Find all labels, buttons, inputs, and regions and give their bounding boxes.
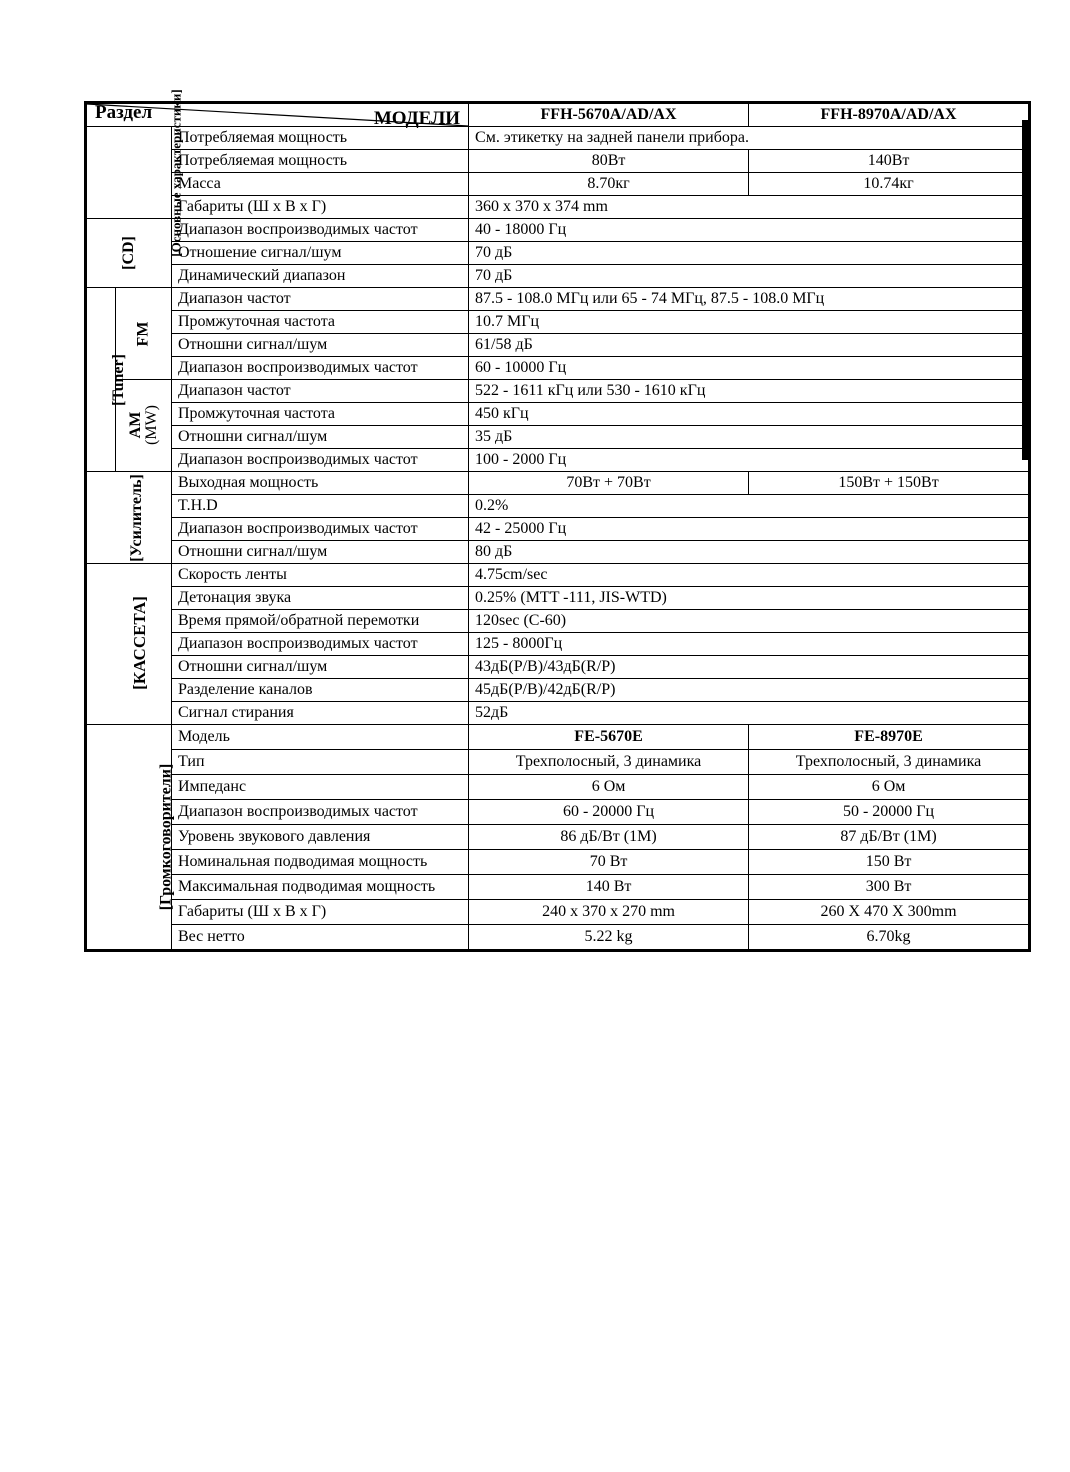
row-value: 60 - 10000 Гц bbox=[469, 357, 1030, 380]
section-tuner-label: [Tuner] bbox=[109, 353, 127, 406]
row-label: Время прямой/обратной перемотки bbox=[172, 610, 469, 633]
row-value: 40 - 18000 Гц bbox=[469, 219, 1030, 242]
row-value: 522 - 1611 кГц или 530 - 1610 кГц bbox=[469, 380, 1030, 403]
row-label: Потребляемая мощность bbox=[172, 127, 469, 150]
section-tuner bbox=[86, 288, 127, 472]
table-row bbox=[86, 564, 1030, 587]
row-value-model-b: 150Вт + 150Вт bbox=[749, 472, 1030, 495]
row-value-model-a: Трехполосный, 3 динамика bbox=[469, 750, 749, 775]
row-value-model-b: 140Вт bbox=[749, 150, 1030, 173]
table-row bbox=[86, 426, 1030, 449]
row-value: 70 дБ bbox=[469, 242, 1030, 265]
row-value-model-a: 60 - 20000 Гц bbox=[469, 800, 749, 825]
row-label: Сигнал стирания bbox=[172, 702, 469, 725]
table-row bbox=[86, 495, 1030, 518]
row-label: Диапазон воспроизводимых частот bbox=[172, 518, 469, 541]
row-value: 125 - 8000Гц bbox=[469, 633, 1030, 656]
mw-label: (MW) bbox=[142, 405, 160, 445]
row-label: Уровень звукового давления bbox=[172, 825, 469, 850]
row-label: Диапазон воспроизводимых частот bbox=[172, 633, 469, 656]
table-row bbox=[86, 702, 1030, 725]
row-label: Потребляемая мощность bbox=[172, 150, 469, 173]
section-label: Раздел bbox=[95, 102, 153, 123]
table-row bbox=[86, 127, 1030, 150]
row-value-model-a: 70Вт + 70Вт bbox=[469, 472, 749, 495]
table-row bbox=[86, 380, 1030, 403]
table-row bbox=[86, 825, 1030, 850]
row-value: 4.75cm/sec bbox=[469, 564, 1030, 587]
row-value: 35 дБ bbox=[469, 426, 1030, 449]
section-cd bbox=[86, 219, 172, 288]
table-row bbox=[86, 219, 1030, 242]
table-header-row bbox=[86, 103, 1030, 127]
table-row bbox=[86, 288, 1030, 311]
table-row bbox=[86, 750, 1030, 775]
table-row bbox=[86, 449, 1030, 472]
row-value-model-b: 150 Вт bbox=[749, 850, 1030, 875]
row-value: 45дБ(Р/В)/42дБ(R/P) bbox=[469, 679, 1030, 702]
row-value-model-b: 6.70kg bbox=[749, 925, 1030, 951]
row-value-model-b: 260 X 470 X 300mm bbox=[749, 900, 1030, 925]
table-row bbox=[86, 196, 1030, 219]
section-models-header-cell bbox=[86, 103, 469, 127]
row-value-model-a: 8.70кг bbox=[469, 173, 749, 196]
subsection-am-label bbox=[127, 405, 159, 445]
section-cassette-label: [КАССЕТА] bbox=[129, 596, 149, 690]
table-row bbox=[86, 800, 1030, 825]
row-value-model-b: 87 дБ/Вт (1М) bbox=[749, 825, 1030, 850]
table-row bbox=[86, 518, 1030, 541]
row-value: 52дБ bbox=[469, 702, 1030, 725]
section-cd-label: [CD] bbox=[119, 236, 137, 270]
row-label: Вес нетто bbox=[172, 925, 469, 951]
row-label: Отношни сигнал/шум bbox=[172, 541, 469, 564]
row-label: Динамический диапазон bbox=[172, 265, 469, 288]
section-amplifier-label: [Усилитель] bbox=[127, 473, 145, 562]
row-value-model-a: 5.22 kg bbox=[469, 925, 749, 951]
row-label: T.H.D bbox=[172, 495, 469, 518]
models-label: МОДЕЛИ bbox=[373, 108, 461, 129]
row-label: Диапазон воспроизводимых частот bbox=[172, 449, 469, 472]
row-label: Отношни сигнал/шум bbox=[172, 426, 469, 449]
row-value-model-a: 140 Вт bbox=[469, 875, 749, 900]
row-label: Габариты (Ш х В х Г) bbox=[172, 900, 469, 925]
row-value-model-a: 70 Вт bbox=[469, 850, 749, 875]
row-label: Тип bbox=[172, 750, 469, 775]
row-label: Отношни сигнал/шум bbox=[172, 334, 469, 357]
row-value: 87.5 - 108.0 МГц или 65 - 74 МГц, 87.5 - 108.0 МГц bbox=[469, 288, 1030, 311]
row-label: Детонация звука bbox=[172, 587, 469, 610]
row-label: Промжуточная частота bbox=[172, 403, 469, 426]
row-label: Диапазон частот bbox=[172, 288, 469, 311]
am-label: AM bbox=[126, 411, 144, 439]
row-label: Диапазон воспроизводимых частот bbox=[172, 800, 469, 825]
table-row bbox=[86, 679, 1030, 702]
row-value-model-b: Трехполосный, 3 динамика bbox=[749, 750, 1030, 775]
table-row bbox=[86, 334, 1030, 357]
row-value-model-b: FE-8970E bbox=[749, 725, 1030, 750]
section-speakers bbox=[86, 725, 175, 951]
table-row bbox=[86, 850, 1030, 875]
section-general-label: [Основные характеристики] bbox=[168, 88, 184, 257]
spec-sheet bbox=[84, 88, 1028, 952]
row-label: Выходная мощность bbox=[172, 472, 469, 495]
row-label: Диапазон воспроизводимых частот bbox=[172, 219, 469, 242]
row-label: Диапазон частот bbox=[172, 380, 469, 403]
subsection-fm-label: FM bbox=[134, 321, 152, 346]
table-row bbox=[86, 173, 1030, 196]
table-row bbox=[86, 311, 1030, 334]
row-label: Диапазон воспроизводимых частот bbox=[172, 357, 469, 380]
row-value: 100 - 2000 Гц bbox=[469, 449, 1030, 472]
section-amplifier bbox=[86, 472, 172, 564]
row-label: Модель bbox=[172, 725, 469, 750]
table-row bbox=[86, 900, 1030, 925]
row-label: Скорость ленты bbox=[172, 564, 469, 587]
row-value: 360 x 370 x 374 mm bbox=[469, 196, 1030, 219]
section-speakers-label: [Громкоговорители] bbox=[157, 763, 175, 911]
row-label: Габариты (Ш х В х Г) bbox=[172, 196, 469, 219]
row-value: 450 кГц bbox=[469, 403, 1030, 426]
row-value-model-b: 6 Ом bbox=[749, 775, 1030, 800]
spec-table bbox=[84, 88, 1031, 952]
row-value: 0.25% (MTT -111, JIS-WTD) bbox=[469, 587, 1030, 610]
row-value: 70 дБ bbox=[469, 265, 1030, 288]
row-value: См. этикетку на задней панели прибора. bbox=[469, 127, 1030, 150]
row-label: Максимальная подводимая мощность bbox=[172, 875, 469, 900]
row-value-model-b: 10.74кг bbox=[749, 173, 1030, 196]
row-label: Масса bbox=[172, 173, 469, 196]
row-label: Промжуточная частота bbox=[172, 311, 469, 334]
row-value-model-a: FE-5670E bbox=[469, 725, 749, 750]
row-value: 10.7 МГц bbox=[469, 311, 1030, 334]
table-row bbox=[86, 403, 1030, 426]
table-row bbox=[86, 472, 1030, 495]
row-value: 43дБ(Р/В)/43дБ(R/P) bbox=[469, 656, 1030, 679]
row-label: Номинальная подводимая мощность bbox=[172, 850, 469, 875]
row-value-model-a: 6 Ом bbox=[469, 775, 749, 800]
table-row bbox=[86, 875, 1030, 900]
table-row bbox=[86, 357, 1030, 380]
row-label: Разделение каналов bbox=[172, 679, 469, 702]
table-row bbox=[86, 656, 1030, 679]
table-row bbox=[86, 150, 1030, 173]
scan-edge-bar bbox=[1022, 120, 1029, 460]
model-b-header: FFH-8970A/AD/AX bbox=[749, 103, 1030, 127]
row-value: 80 дБ bbox=[469, 541, 1030, 564]
table-row bbox=[86, 633, 1030, 656]
table-row bbox=[86, 242, 1030, 265]
row-value-model-b: 300 Вт bbox=[749, 875, 1030, 900]
table-row bbox=[86, 610, 1030, 633]
table-row bbox=[86, 925, 1030, 951]
table-row bbox=[86, 265, 1030, 288]
row-value: 120sec (C-60) bbox=[469, 610, 1030, 633]
row-label: Импеданс bbox=[172, 775, 469, 800]
row-label: Отношение сигнал/шум bbox=[172, 242, 469, 265]
table-row bbox=[86, 775, 1030, 800]
table-row bbox=[86, 541, 1030, 564]
row-value-model-a: 240 x 370 x 270 mm bbox=[469, 900, 749, 925]
table-row bbox=[86, 587, 1030, 610]
row-value-model-b: 50 - 20000 Гц bbox=[749, 800, 1030, 825]
section-cassette bbox=[86, 564, 172, 725]
row-value: 42 - 25000 Гц bbox=[469, 518, 1030, 541]
row-value: 61/58 дБ bbox=[469, 334, 1030, 357]
row-value: 0.2% bbox=[469, 495, 1030, 518]
row-label: Отношни сигнал/шум bbox=[172, 656, 469, 679]
table-row bbox=[86, 725, 1030, 750]
row-value-model-a: 86 дБ/Вт (1М) bbox=[469, 825, 749, 850]
row-value-model-a: 80Вт bbox=[469, 150, 749, 173]
model-a-header: FFH-5670A/AD/AX bbox=[469, 103, 749, 127]
